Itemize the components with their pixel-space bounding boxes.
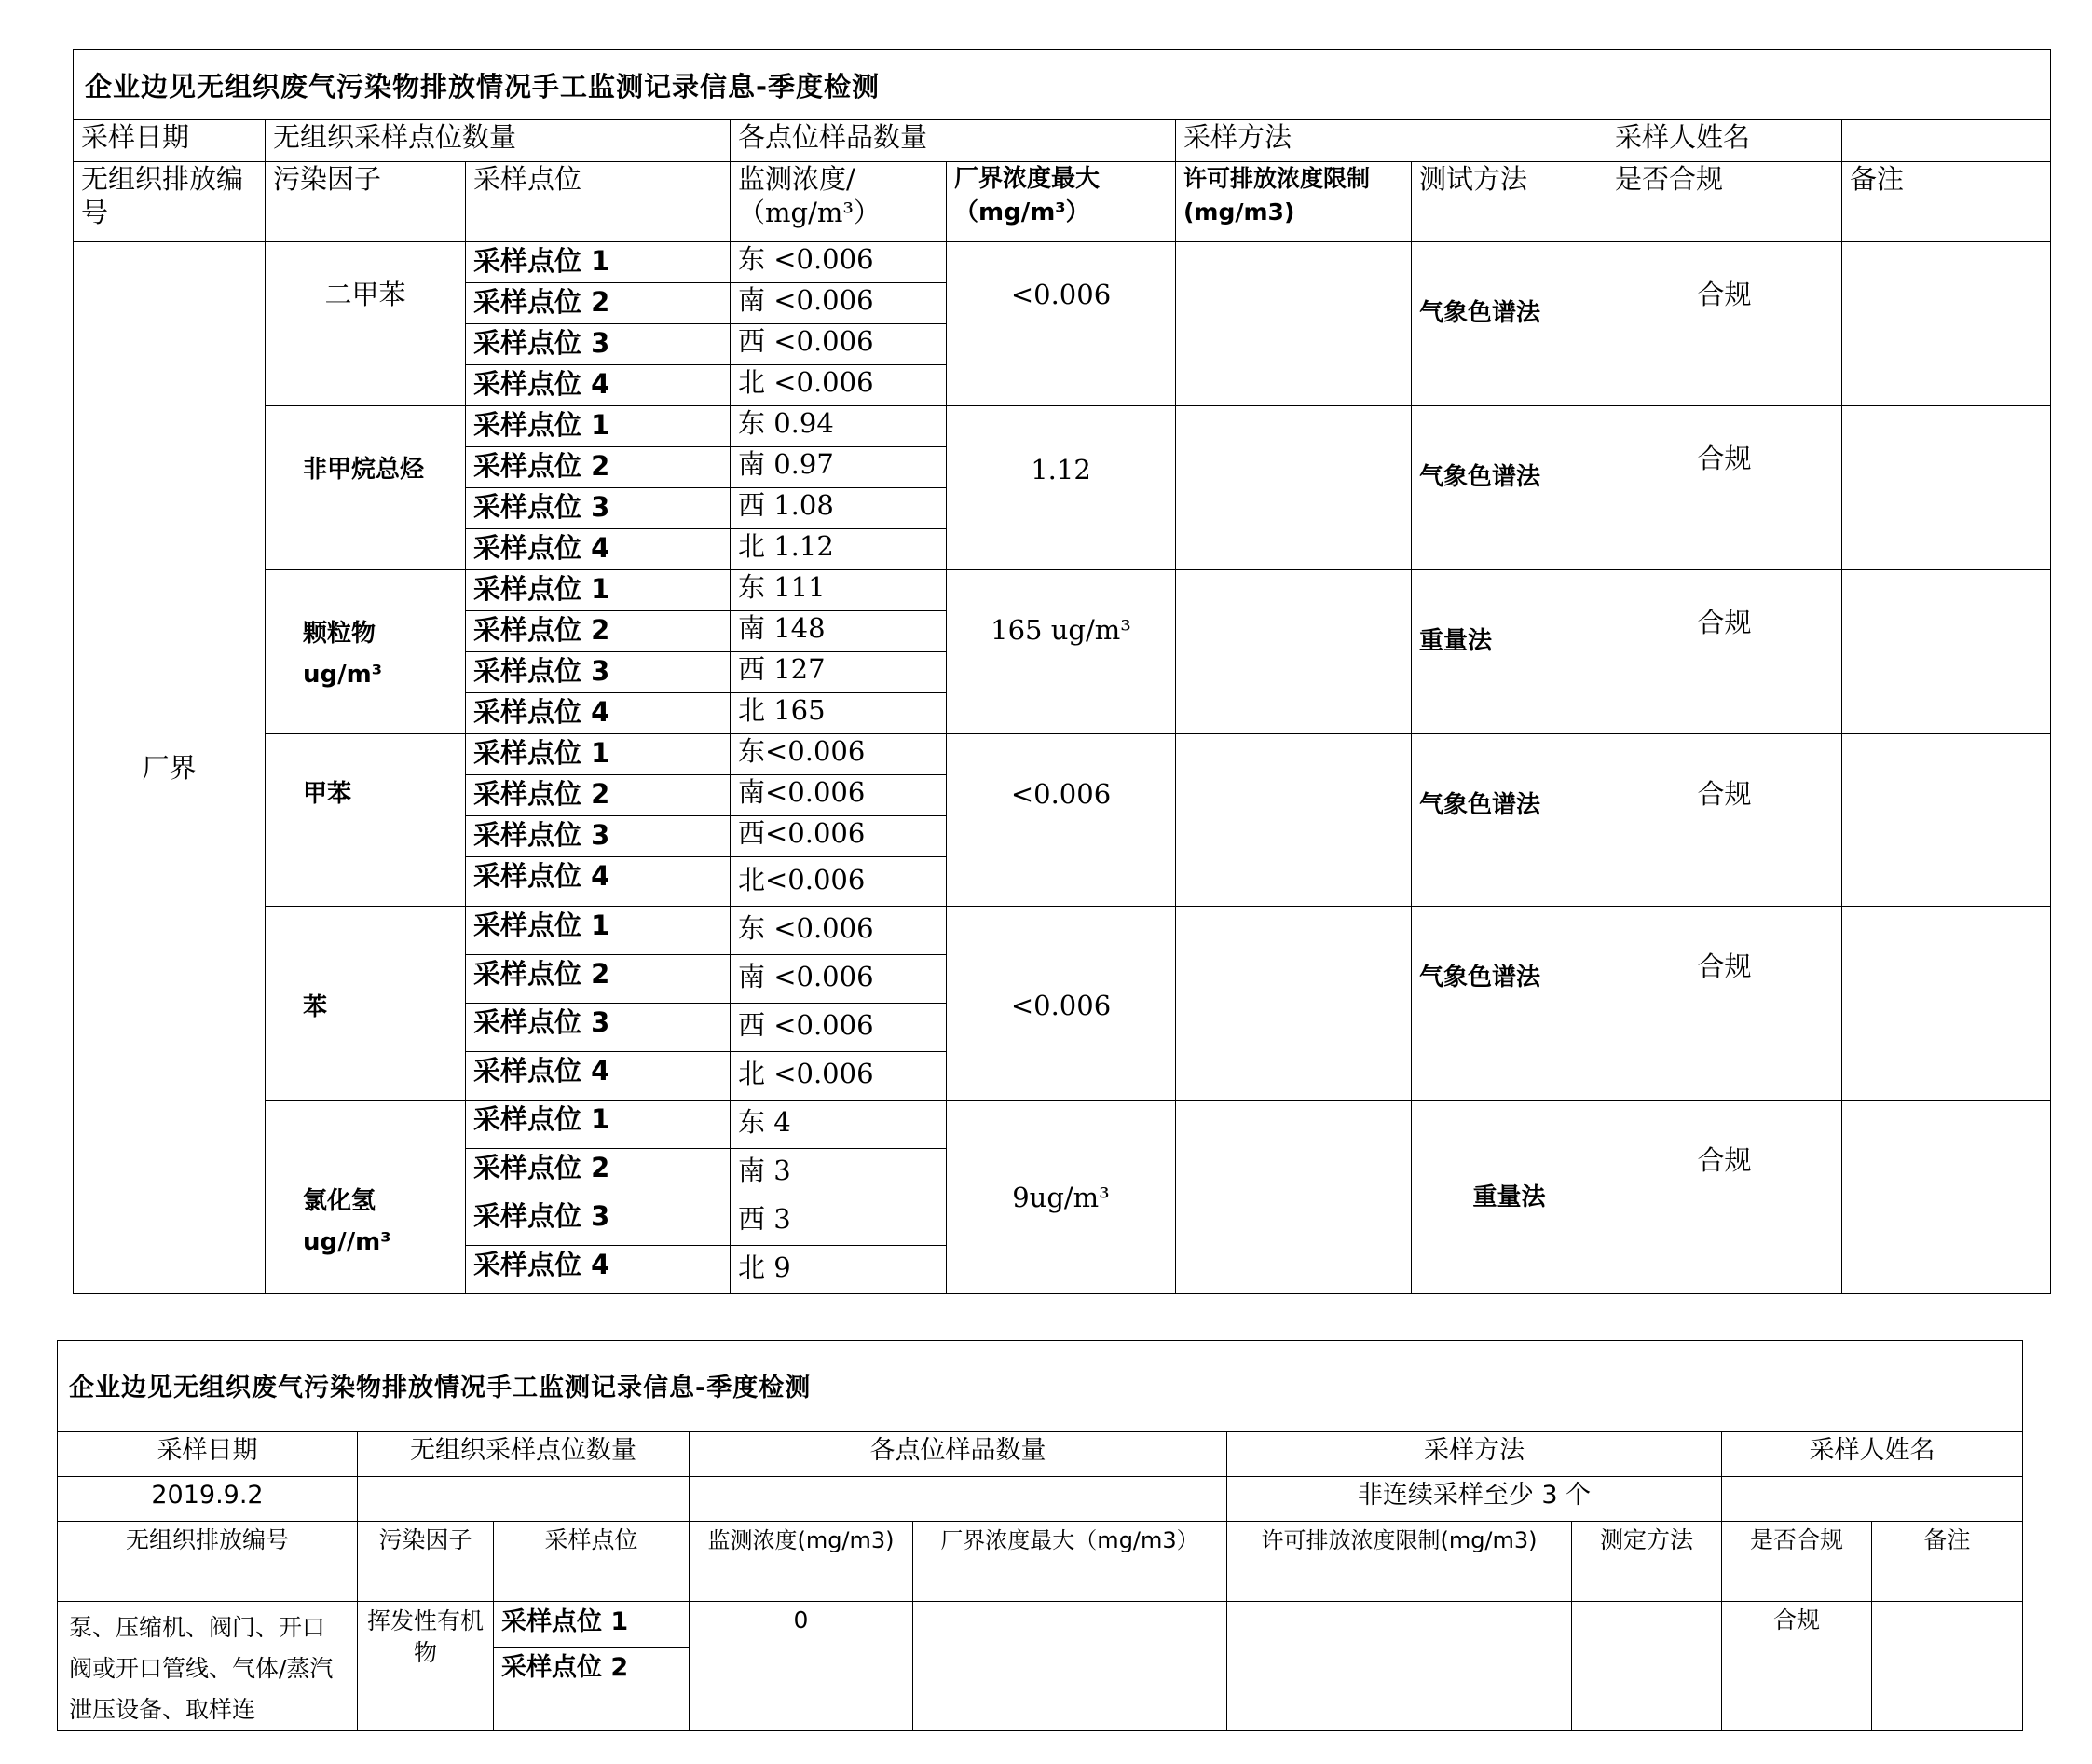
pollutant-cell bbox=[266, 907, 466, 1101]
header-permit-limit: 许可排放浓度限制(mg/m3) bbox=[1227, 1522, 1572, 1602]
sampling-point: 采样点位 3 bbox=[466, 1004, 731, 1052]
sampling-point: 采样点位 1 bbox=[466, 907, 731, 955]
pollutant-cell bbox=[266, 406, 466, 570]
header-concentration: 监测浓度(mg/m3) bbox=[690, 1522, 913, 1602]
remarks-cell bbox=[1872, 1602, 2023, 1731]
boundary-max-value: <0.006 bbox=[947, 242, 1176, 406]
concentration-value: 东 <0.006 bbox=[731, 907, 947, 955]
header-emission-id: 无组织排放编号 bbox=[74, 162, 266, 242]
site-cell: 厂界 bbox=[74, 242, 266, 1294]
header-pollutant: 污染因子 bbox=[266, 162, 466, 242]
header-sampling-point: 采样点位 bbox=[494, 1522, 690, 1602]
pollutant-name: 挥发性有机物 bbox=[358, 1602, 494, 1731]
table-row bbox=[74, 907, 2051, 955]
test-method-value: 气象色谱法 bbox=[1412, 406, 1607, 570]
header-remarks: 备注 bbox=[1872, 1522, 2023, 1602]
pollutant-name: 氯化氢 bbox=[303, 1187, 376, 1215]
header-sampler-name: 采样人姓名 bbox=[1722, 1432, 2023, 1477]
header-compliance: 是否合规 bbox=[1722, 1522, 1872, 1602]
concentration-value: 南 148 bbox=[731, 611, 947, 652]
concentration-value: 东 <0.006 bbox=[731, 242, 947, 283]
test-method-value: 气象色谱法 bbox=[1412, 734, 1607, 907]
compliance-value: 合规 bbox=[1722, 1602, 1872, 1731]
permit-limit-cell bbox=[1176, 242, 1412, 406]
header-sampling-point: 采样点位 bbox=[466, 162, 731, 242]
monitoring-table-1 bbox=[73, 49, 2051, 1294]
concentration-value: 西<0.006 bbox=[731, 816, 947, 857]
table1-title: 企业边见无组织废气污染物排放情况手工监测记录信息-季度检测 bbox=[74, 50, 2051, 120]
boundary-max-value: 1.12 bbox=[947, 406, 1176, 570]
point-count-value bbox=[358, 1477, 690, 1522]
concentration-value: 西 1.08 bbox=[731, 488, 947, 529]
header-remarks: 备注 bbox=[1842, 162, 2051, 242]
test-method-value: 气象色谱法 bbox=[1412, 242, 1607, 406]
header-test-method: 测试方法 bbox=[1412, 162, 1607, 242]
concentration-value: 西 3 bbox=[731, 1197, 947, 1246]
boundary-max-value: 165 ug/m³ bbox=[947, 570, 1176, 734]
header-compliance: 是否合规 bbox=[1607, 162, 1842, 242]
sampling-point: 采样点位 1 bbox=[466, 734, 731, 775]
header-sampler-name: 采样人姓名 bbox=[1607, 120, 1842, 162]
sampling-point: 采样点位 3 bbox=[466, 1197, 731, 1246]
sampling-point: 采样点位 2 bbox=[466, 611, 731, 652]
concentration-value: 北 <0.006 bbox=[731, 365, 947, 406]
compliance-value: 合规 bbox=[1607, 1101, 1842, 1294]
boundary-max-value: 9ug/m³ bbox=[947, 1101, 1176, 1294]
concentration-value: 北 9 bbox=[731, 1246, 947, 1294]
test-method-value: 气象色谱法 bbox=[1412, 907, 1607, 1101]
sampling-point: 采样点位 4 bbox=[466, 1246, 731, 1294]
concentration-value: 东 4 bbox=[731, 1101, 947, 1149]
table-row bbox=[74, 406, 2051, 447]
sampling-date-value: 2019.9.2 bbox=[58, 1477, 358, 1522]
test-method-value: 重量法 bbox=[1412, 1101, 1607, 1294]
table-row bbox=[58, 1602, 2023, 1648]
concentration-value: 西 127 bbox=[731, 652, 947, 693]
pollutant-cell bbox=[266, 1101, 466, 1294]
sampling-point: 采样点位 2 bbox=[466, 1149, 731, 1197]
sample-count-value bbox=[690, 1477, 1227, 1522]
compliance-value: 合规 bbox=[1607, 734, 1842, 907]
concentration-value: 东 0.94 bbox=[731, 406, 947, 447]
sampling-point: 采样点位 3 bbox=[466, 324, 731, 365]
permit-limit-cell bbox=[1176, 734, 1412, 907]
concentration-value: 南 3 bbox=[731, 1149, 947, 1197]
sampling-point: 采样点位 2 bbox=[466, 955, 731, 1004]
table2-title: 企业边见无组织废气污染物排放情况手工监测记录信息-季度检测 bbox=[58, 1341, 2023, 1432]
compliance-value: 合规 bbox=[1607, 907, 1842, 1101]
header-concentration: 监测浓度/（mg/m³） bbox=[731, 162, 947, 242]
pollutant-name: 苯 bbox=[303, 993, 328, 1021]
remarks-cell bbox=[1842, 1101, 2051, 1294]
remarks-cell bbox=[1842, 406, 2051, 570]
sampling-point: 采样点位 1 bbox=[466, 242, 731, 283]
sampling-point: 采样点位 4 bbox=[466, 529, 731, 570]
header-sampling-method: 采样方法 bbox=[1176, 120, 1607, 162]
pollutant-name: 甲苯 bbox=[303, 780, 352, 808]
pollutant-cell bbox=[266, 570, 466, 734]
header-emission-id: 无组织排放编号 bbox=[58, 1522, 358, 1602]
sampling-point: 采样点位 2 bbox=[466, 447, 731, 488]
permit-limit-cell bbox=[1176, 907, 1412, 1101]
header-point-count: 无组织采样点位数量 bbox=[266, 120, 731, 162]
header-sample-count: 各点位样品数量 bbox=[690, 1432, 1227, 1477]
permit-limit-cell bbox=[1176, 1101, 1412, 1294]
pollutant-unit: ug//m³ bbox=[303, 1228, 391, 1256]
sampling-point: 采样点位 2 bbox=[466, 775, 731, 816]
sampling-point: 采样点位 4 bbox=[466, 365, 731, 406]
header-test-method: 测定方法 bbox=[1572, 1522, 1722, 1602]
concentration-value: 西 <0.006 bbox=[731, 1004, 947, 1052]
table-row bbox=[74, 570, 2051, 611]
sampling-point: 采样点位 3 bbox=[466, 816, 731, 857]
concentration-value: 南 <0.006 bbox=[731, 283, 947, 324]
table-row bbox=[74, 242, 2051, 283]
concentration-value: 南 <0.006 bbox=[731, 955, 947, 1004]
concentration-value: 0 bbox=[690, 1602, 913, 1731]
sampler-name-value bbox=[1722, 1477, 2023, 1522]
concentration-value: 南<0.006 bbox=[731, 775, 947, 816]
concentration-value: 北<0.006 bbox=[731, 857, 947, 907]
emission-source-cell: 泵、压缩机、阀门、开口阀或开口管线、气体/蒸汽泄压设备、取样连 bbox=[58, 1602, 358, 1731]
header-sample-count: 各点位样品数量 bbox=[731, 120, 1176, 162]
sampling-point: 采样点位 4 bbox=[466, 693, 731, 734]
test-method-cell bbox=[1572, 1602, 1722, 1731]
pollutant-cell bbox=[266, 242, 466, 406]
pollutant-name: 颗粒物 bbox=[303, 620, 376, 648]
sampling-point: 采样点位 1 bbox=[466, 1101, 731, 1149]
monitoring-table-2 bbox=[57, 1340, 2023, 1731]
header-permit-limit: 许可排放浓度限制(mg/m3) bbox=[1176, 162, 1412, 242]
concentration-value: 北 1.12 bbox=[731, 529, 947, 570]
sampling-point: 采样点位 1 bbox=[466, 570, 731, 611]
boundary-max-cell bbox=[913, 1602, 1227, 1731]
remarks-cell bbox=[1842, 734, 2051, 907]
sampling-point: 采样点位 4 bbox=[466, 857, 731, 907]
concentration-value: 东<0.006 bbox=[731, 734, 947, 775]
sampling-point: 采样点位 1 bbox=[494, 1602, 690, 1648]
sampling-method-value: 非连续采样至少 3 个 bbox=[1227, 1477, 1722, 1522]
concentration-value: 北 <0.006 bbox=[731, 1052, 947, 1101]
compliance-value: 合规 bbox=[1607, 406, 1842, 570]
pollutant-name: 二甲苯 bbox=[324, 279, 406, 310]
sampling-point: 采样点位 3 bbox=[466, 652, 731, 693]
remarks-cell bbox=[1842, 242, 2051, 406]
header-empty-cell bbox=[1842, 120, 2051, 162]
concentration-value: 西 <0.006 bbox=[731, 324, 947, 365]
concentration-value: 东 111 bbox=[731, 570, 947, 611]
header-boundary-max: 厂界浓度最大（mg/m3） bbox=[913, 1522, 1227, 1602]
header-sampling-date: 采样日期 bbox=[74, 120, 266, 162]
table-row bbox=[74, 734, 2051, 775]
table-row bbox=[74, 1101, 2051, 1149]
remarks-cell bbox=[1842, 570, 2051, 734]
remarks-cell bbox=[1842, 907, 2051, 1101]
permit-limit-cell bbox=[1176, 570, 1412, 734]
sampling-point: 采样点位 4 bbox=[466, 1052, 731, 1101]
header-point-count: 无组织采样点位数量 bbox=[358, 1432, 690, 1477]
sampling-point: 采样点位 1 bbox=[466, 406, 731, 447]
boundary-max-value: <0.006 bbox=[947, 734, 1176, 907]
pollutant-unit: ug/m³ bbox=[303, 661, 383, 689]
header-pollutant: 污染因子 bbox=[358, 1522, 494, 1602]
header-sampling-date: 采样日期 bbox=[58, 1432, 358, 1477]
concentration-value: 北 165 bbox=[731, 693, 947, 734]
header-sampling-method: 采样方法 bbox=[1227, 1432, 1722, 1477]
header-boundary-max: 厂界浓度最大（mg/m³） bbox=[947, 162, 1176, 242]
pollutant-cell bbox=[266, 734, 466, 907]
compliance-value: 合规 bbox=[1607, 242, 1842, 406]
sampling-point: 采样点位 3 bbox=[466, 488, 731, 529]
test-method-value: 重量法 bbox=[1412, 570, 1607, 734]
sampling-point: 采样点位 2 bbox=[466, 283, 731, 324]
pollutant-name: 非甲烷总烃 bbox=[303, 456, 425, 484]
concentration-value: 南 0.97 bbox=[731, 447, 947, 488]
boundary-max-value: <0.006 bbox=[947, 907, 1176, 1101]
permit-limit-cell bbox=[1227, 1602, 1572, 1731]
compliance-value: 合规 bbox=[1607, 570, 1842, 734]
sampling-point: 采样点位 2 bbox=[494, 1648, 690, 1731]
permit-limit-cell bbox=[1176, 406, 1412, 570]
